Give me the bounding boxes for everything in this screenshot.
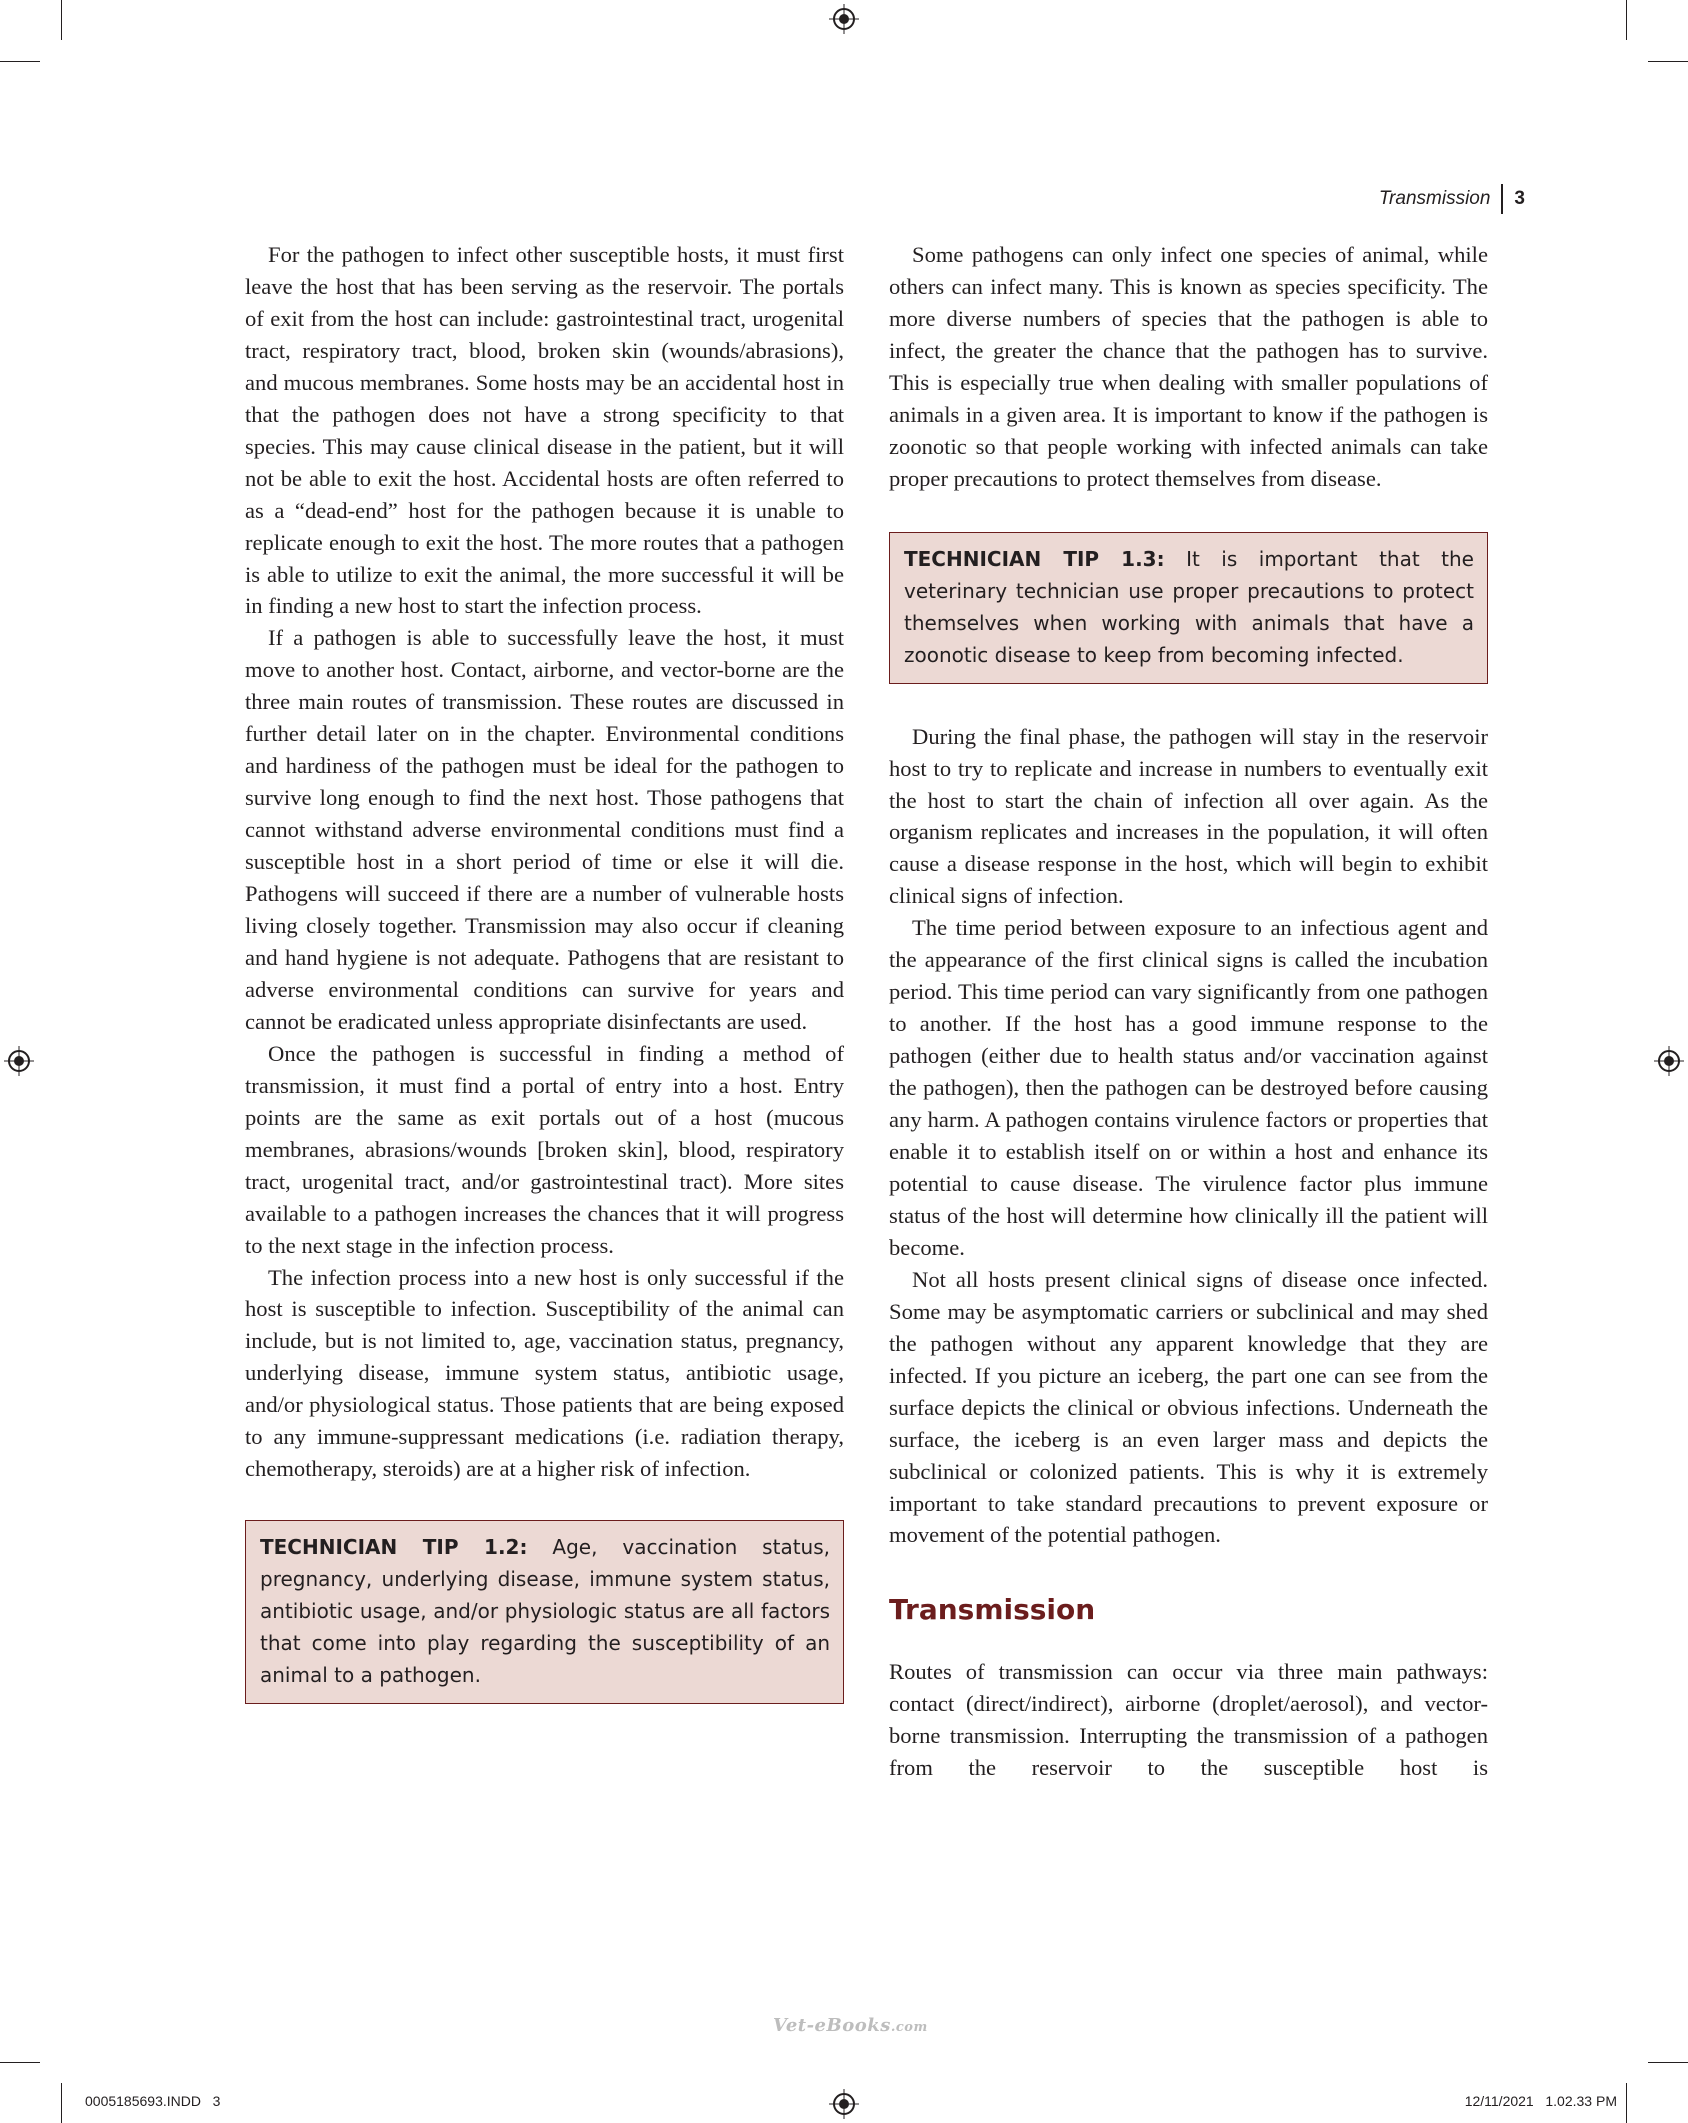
body-paragraph: The time period between exposure to an infectious agent and the appearance of the first clinical signs is called the incubation period. This time period can vary significantly from one pathogen to another. If the host has a good immune response to the pathogen (either due to health status and/or vaccination against the pathogen), then the pathogen can be destroyed before causing any harm. A pathogen contains virulence factors or properties that enable it to establish itself on or within a host and enhance its potential to cause disease. The virulence factor plus immune status of the host will determine how clinically ill the patient will become.	[889, 915, 1488, 1260]
body-paragraph: During the final phase, the pathogen will stay in the reservoir host to try to replicate and increase in numbers to eventually exit the host to start the chain of infection all over again. As the organism replicates and increases in the population, it will often cause a disease response in the host, which will begin to exhibit clinical signs of infection.	[889, 723, 1488, 909]
crop-mark	[0, 2062, 40, 2063]
left-column	[245, 239, 844, 1704]
crop-mark	[1648, 2062, 1688, 2063]
print-slug-timestamp: 12/11/2021 1.02.33 PM	[1464, 2093, 1617, 2109]
registration-mark-icon	[4, 1046, 34, 1076]
body-paragraph: Not all hosts present clinical signs of disease once infected. Some may be asymptomatic carriers or subclinical and may shed the pathogen without any apparent knowledge that they are infected. If you picture an iceberg, the part one can see from the surface depicts the clinical or obvious infections. Underneath the surface, the iceberg is an even larger mass and depicts the subclinical or colonized patients. This is why it is extremely important to take standard precautions to prevent exposure or movement of the potential pathogen.	[889, 1266, 1488, 1548]
crop-mark	[61, 2083, 62, 2123]
crop-mark	[0, 61, 40, 62]
running-header-section: Transmission	[1378, 188, 1491, 209]
tip-label: TECHNICIAN TIP 1.2:	[260, 1535, 528, 1560]
registration-mark-icon	[829, 2089, 859, 2119]
watermark-suffix: .com	[890, 2020, 928, 2035]
tip-text: It is important that the veterinary technician use proper precautions to protect themselves when working with animals that have a zoonotic disease to keep from becoming infected.	[904, 546, 1474, 667]
tip-label: TECHNICIAN TIP 1.3:	[904, 546, 1165, 571]
print-slug-file: 0005185693.INDD 3	[85, 2093, 221, 2109]
watermark-brand: Vet-eBooks	[773, 2015, 891, 2036]
body-paragraph: For the pathogen to infect other susceptible hosts, it must first leave the host that has been serving as the reservoir. The portals of exit from the host can include: gastrointestinal tract, urogenital tract, respiratory tract, blood, broken skin (wounds/abrasions), and mucous membranes. Some hosts may be an accidental host in that the pathogen does not have a strong specificity to that species. This may cause clinical disease in the patient, but it will not be able to exit the host. Accidental hosts are often referred to as a “dead-end” host for the pathogen because it is unable to replicate enough to exit the host. The more routes that a pathogen is able to utilize to exit the animal, the more successful it will be in finding a new host to start the infection process.	[245, 242, 844, 619]
registration-mark-icon	[1654, 1046, 1684, 1076]
body-paragraph: Once the pathogen is successful in finding a method of transmission, it must find a portal of entry into a host. Entry points are the same as exit portals out of a host (mucous membranes, abrasions/wounds [broken skin], blood, respiratory tract, urogenital tract, and/or gastrointestinal tract). More sites available to a pathogen increases the chances that it will progress to the next stage in the infection process.	[245, 1040, 844, 1258]
crop-mark	[1626, 0, 1627, 40]
registration-mark-icon	[829, 4, 859, 34]
crop-mark	[1648, 61, 1688, 62]
body-paragraph: Routes of transmission can occur via three main pathways: contact (direct/indirect), airborne (droplet/aerosol), and vector-borne transmission. Interrupting the transmission of a pathogen from the reservoir to the susceptible host is	[889, 1659, 1488, 1781]
body-paragraph: Some pathogens can only infect one species of animal, while others can infect many. This is known as species specificity. The more diverse numbers of species that the pathogen is able to infect, the greater the chance that the pathogen has to survive. This is especially true when dealing with smaller populations of animals in a given area. It is important to know if the pathogen is zoonotic so that people working with infected animals can take proper precautions to protect themselves from disease.	[889, 242, 1488, 491]
tip-text: Age, vaccination status, pregnancy, underlying disease, immune system status, antibiotic usage, and/or physiologic status are all factors that come into play regarding the susceptibility of an animal to a pathogen.	[260, 1535, 830, 1688]
technician-tip-box	[245, 1520, 844, 1704]
crop-mark	[61, 0, 62, 40]
body-paragraph: The infection process into a new host is only successful if the host is susceptible to infection. Susceptibility of the animal can include, but is not limited to, age, vaccination status, pregnancy, underlying disease, immune system status, antibiotic usage, and/or physiological status. Those patients that are being exposed to any immune-suppressant medications (i.e. radiation therapy, chemotherapy, steroids) are at a higher risk of infection.	[245, 1264, 844, 1482]
section-heading: Transmission	[889, 1593, 1096, 1627]
right-column	[889, 239, 1488, 1784]
crop-mark	[1626, 2083, 1627, 2123]
body-paragraph: If a pathogen is able to successfully leave the host, it must move to another host. Contact, airborne, and vector-borne are the three main routes of transmission. These routes are discussed in further detail later on in the chapter. Environmental conditions and hardiness of the pathogen must be ideal for the pathogen to survive long enough to find the next host. Those pathogens that cannot withstand adverse environmental conditions must find a susceptible host in a short period of time or else it will die. Pathogens will succeed if there are a number of vulnerable hosts living closely together. Transmission may also occur if cleaning and hand hygiene is not adequate. Pathogens that are resistant to adverse environmental conditions can survive for years and cannot be eradicated unless appropriate disinfectants are used.	[245, 625, 844, 1034]
running-header	[1379, 184, 1525, 214]
page-number: 3	[1514, 188, 1525, 209]
watermark-logo	[773, 2015, 928, 2036]
technician-tip-box	[889, 532, 1488, 684]
